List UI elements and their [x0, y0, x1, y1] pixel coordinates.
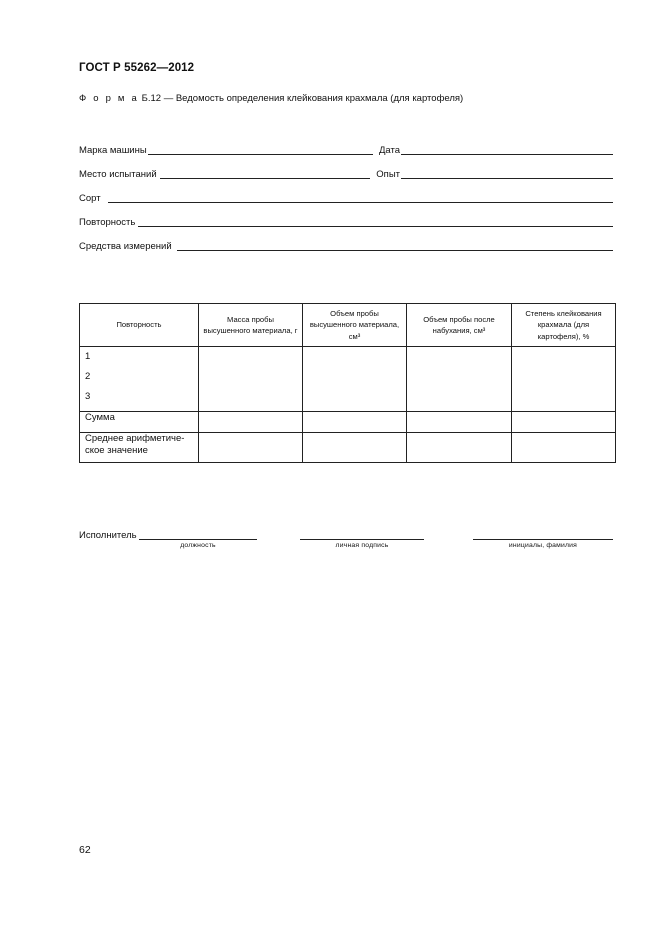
mean-label: Среднее арифметиче-ское значение: [80, 433, 199, 463]
machine-brand-input[interactable]: [148, 143, 373, 155]
form-title-text: Б.12 — Ведомость определения клейкования крахмала (для картофеля): [138, 93, 464, 104]
table-cell[interactable]: [407, 412, 512, 433]
variety-label: Сорт: [79, 193, 101, 204]
form-title: [79, 93, 463, 104]
table-cell[interactable]: [303, 412, 407, 433]
repetition-numbers-cell: [80, 347, 199, 412]
table-row: [80, 347, 616, 412]
table-cell[interactable]: [512, 347, 616, 412]
table-row-sum: [80, 412, 616, 433]
header-gelatinization-degree: Степень клейкования крахмала (для картофеля), %: [512, 304, 616, 347]
header-swollen-volume: Объем пробы после набухания, см³: [407, 304, 512, 347]
repetition-number: 1: [85, 351, 91, 362]
header-repetition: Повторность: [80, 304, 199, 347]
test-place-input[interactable]: [160, 167, 371, 179]
table-cell[interactable]: [407, 433, 512, 463]
experiment-input[interactable]: [401, 167, 613, 179]
experiment-label: Опыт: [376, 169, 400, 180]
name-caption: инициалы, фамилия: [508, 542, 578, 549]
repetition-number: 3: [85, 391, 91, 402]
table-row-mean: [80, 433, 616, 463]
signature-caption: личная подпись: [335, 542, 389, 549]
table-cell[interactable]: [303, 433, 407, 463]
table-cell[interactable]: [512, 412, 616, 433]
field-row-machine-date: [79, 143, 613, 157]
date-input[interactable]: [401, 143, 613, 155]
date-label: Дата: [378, 145, 400, 156]
table-cell[interactable]: [512, 433, 616, 463]
test-place-label: Место испытаний: [79, 169, 157, 180]
page-number: 62: [79, 844, 91, 856]
sum-label: Сумма: [80, 412, 199, 433]
executor-label: Исполнитель: [79, 530, 137, 541]
field-row-place-experiment: [79, 167, 613, 181]
measuring-tools-input[interactable]: [177, 239, 613, 251]
table-cell[interactable]: [199, 412, 303, 433]
form-title-prefix: Ф о р м а: [79, 93, 139, 104]
field-row-measuring-tools: [79, 239, 613, 253]
field-row-variety: [79, 191, 613, 205]
variety-input[interactable]: [108, 191, 613, 203]
table-cell[interactable]: [199, 433, 303, 463]
repetition-label: Повторность: [79, 217, 136, 228]
table-cell[interactable]: [199, 347, 303, 412]
repetition-number: 2: [85, 371, 91, 382]
signature-line[interactable]: [300, 539, 424, 540]
repetition-input[interactable]: [138, 215, 613, 227]
position-caption: должность: [180, 542, 216, 549]
measuring-tools-label: Средства измерений: [79, 241, 172, 252]
position-line[interactable]: [139, 539, 257, 540]
results-table: [79, 303, 616, 463]
machine-brand-label: Марка машины: [79, 145, 147, 156]
name-line[interactable]: [473, 539, 613, 540]
document-standard-header: ГОСТ Р 55262—2012: [79, 62, 195, 74]
header-dried-mass: Масса пробы высушенного материала, г: [199, 304, 303, 347]
table-cell[interactable]: [407, 347, 512, 412]
field-row-repetition: [79, 215, 613, 229]
header-dried-volume: Объем пробы высушенного материала, см³: [303, 304, 407, 347]
table-header-row: [80, 304, 616, 347]
table-cell[interactable]: [303, 347, 407, 412]
